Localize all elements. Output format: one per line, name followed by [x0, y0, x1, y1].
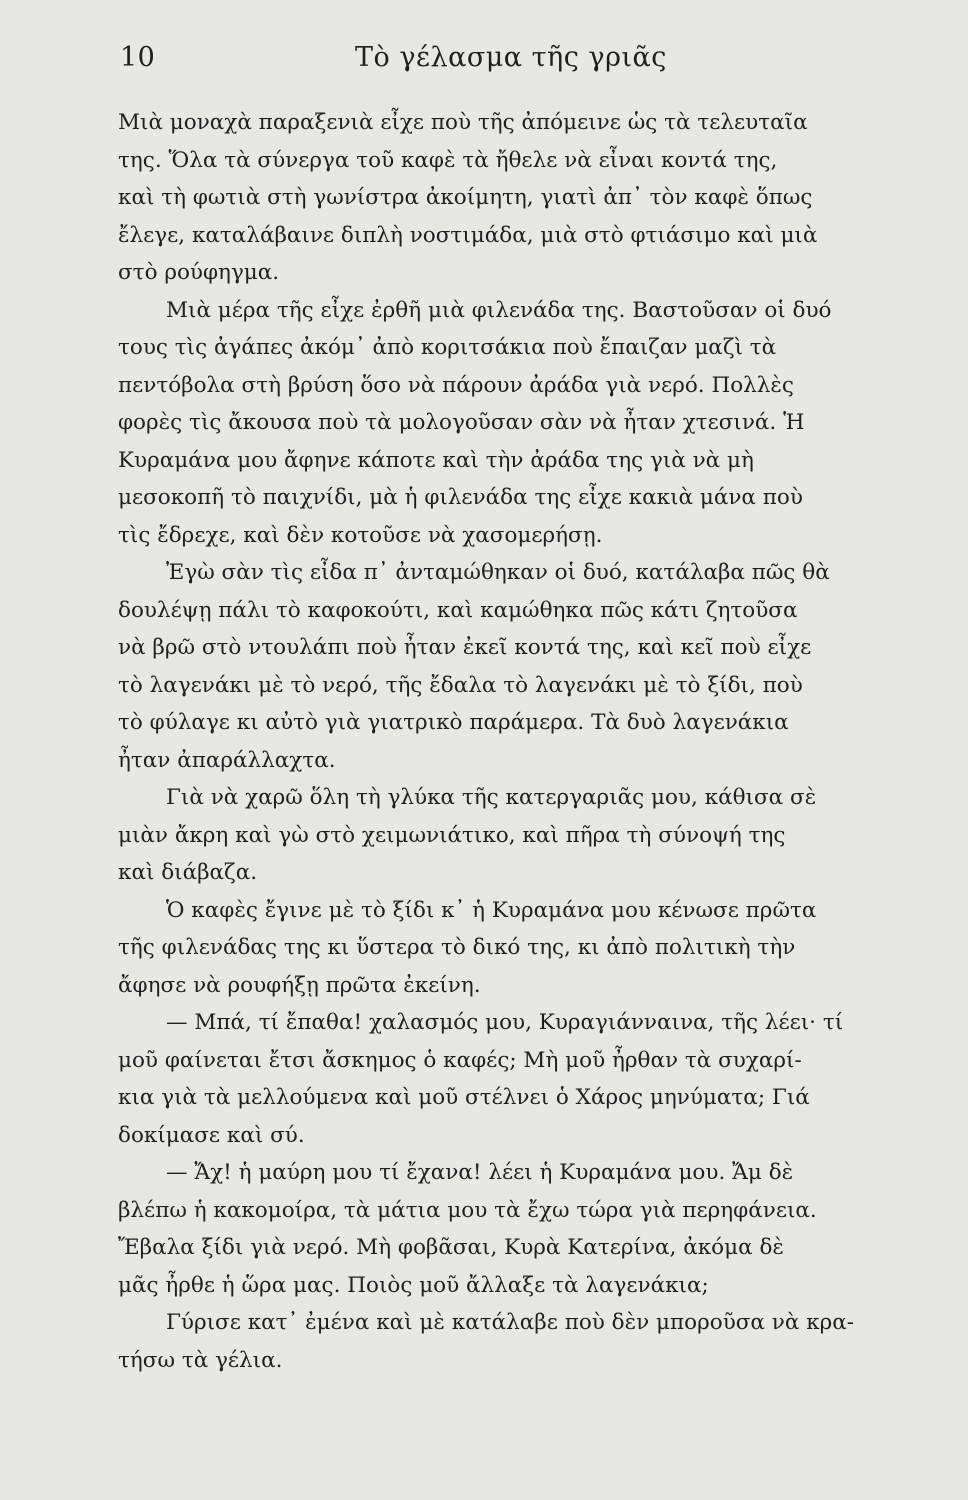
paragraph: Ὁ καφὲς ἔγινε μὲ τὸ ξίδι κ᾽ ἡ Κυραμάνα μου κένωσε πρῶτα τῆς φιλενάδας της κι ὕστερα τὸ δικό της, κι ἀπὸ πολιτικὴ τὴν ἄφησε νὰ ρουφήξῃ πρῶτα ἐκείνη.	[118, 897, 817, 998]
paragraph: Μιὰ μέρα τῆς εἶχε ἐρθῆ μιὰ φιλενάδα της. Βαστοῦσαν οἱ δυό τους τὶς ἀγάπες ἀκόμ᾽ ἀπὸ κοριτσάκια ποὺ ἔπαιζαν μαζὶ τὰ πεντόβολα στὴ βρύση ὅσο νὰ πάρουν ἀράδα γιὰ νερό. Πολλὲς φορὲς τὶς ἄκουσα ποὺ τὰ μολογοῦσαν σὰν νὰ ἦταν χτεσινά. Ἡ Κυραμάνα μου ἄφηνε κάποτε καὶ τὴν ἀράδα της γιὰ νὰ μὴ μεσοκοπῆ τὸ παιχνίδι, μὰ ἡ φιλενάδα της εἶχε κακιὰ μάνα ποὺ τὶς ἔδρεχε, καὶ δὲν κοτοῦσε νὰ χασομερήσῃ.	[118, 297, 832, 548]
running-title: Τὸ γέλασμα τῆς γριᾶς	[355, 42, 667, 73]
page-number: 10	[120, 42, 156, 73]
body-text	[118, 104, 876, 1379]
paragraph: Ἐγὼ σὰν τὶς εἶδα π᾽ ἀνταμώθηκαν οἱ δυό, κατάλαβα πῶς θὰ δουλέψῃ πάλι τὸ καφοκούτι, καὶ καμώθηκα πῶς κάτι ζητοῦσα νὰ βρῶ στὸ ντουλάπι ποὺ ἦταν ἐκεῖ κοντά της, καὶ κεῖ ποὺ εἶχε τὸ λαγενάκι μὲ τὸ νερό, τῆς ἔδαλα τὸ λαγενάκι μὲ τὸ ξίδι, ποὺ τὸ φύλαγε κι αὐτὸ γιὰ γιατρικὸ παράμερα. Τὰ δυὸ λαγενάκια ἦταν ἀπαράλλαχτα.	[118, 560, 830, 773]
paragraph: Μιὰ μοναχὰ παραξενιὰ εἶχε ποὺ τῆς ἀπόμεινε ὡς τὰ τελευταῖα της. Ὅλα τὰ σύνεργα τοῦ καφὲ τὰ ἤθελε νὰ εἶναι κοντά της, καὶ τὴ φωτιὰ στὴ γωνίστρα ἀκοίμητη, γιατὶ ἀπ᾽ τὸν καφὲ ὅπως ἔλεγε, καταλάβαινε διπλὴ νοστιμάδα, μιὰ στὸ φτιάσιμο καὶ μιὰ στὸ ρούφηγμα.	[118, 110, 818, 285]
paragraph: — Ἄχ! ἡ μαύρη μου τί ἔχανα! λέει ἡ Κυραμάνα μου. Ἄμ δὲ βλέπω ἡ κακομοίρα, τὰ μάτια μου τὰ ἔχω τώρα γιὰ περηφάνεια. Ἔβαλα ξίδι γιὰ νερό. Μὴ φοβᾶσαι, Κυρὰ Κατερίνα, ἀκόμα δὲ μᾶς ἦρθε ἡ ὥρα μας. Ποιὸς μοῦ ἄλλαξε τὰ λαγενάκια;	[118, 1160, 817, 1298]
paragraph: Γιὰ νὰ χαρῶ ὅλη τὴ γλύκα τῆς κατεργαριᾶς μου, κάθισα σὲ μιὰν ἄκρη καὶ γὼ στὸ χειμωνιάτικο, καὶ πῆρα τὴ σύνοψή της καὶ διάβαζα.	[118, 785, 817, 885]
paragraph: Γύρισε κατ᾽ ἐμένα καὶ μὲ κατάλαβε ποὺ δὲν μποροῦσα νὰ κρα- τήσω τὰ γέλια.	[118, 1310, 855, 1373]
paragraph: — Μπά, τί ἔπαθα! χαλασμός μου, Κυραγιάνναινα, τῆς λέει· τί μοῦ φαίνεται ἔτσι ἄσκημος ὁ καφές; Μὴ μοῦ ἦρθαν τὰ συχαρί- κια γιὰ τὰ μελλούμενα καὶ μοῦ στέλνει ὁ Χάρος μηνύματα; Γιά δοκίμασε καὶ σύ.	[118, 1010, 844, 1148]
